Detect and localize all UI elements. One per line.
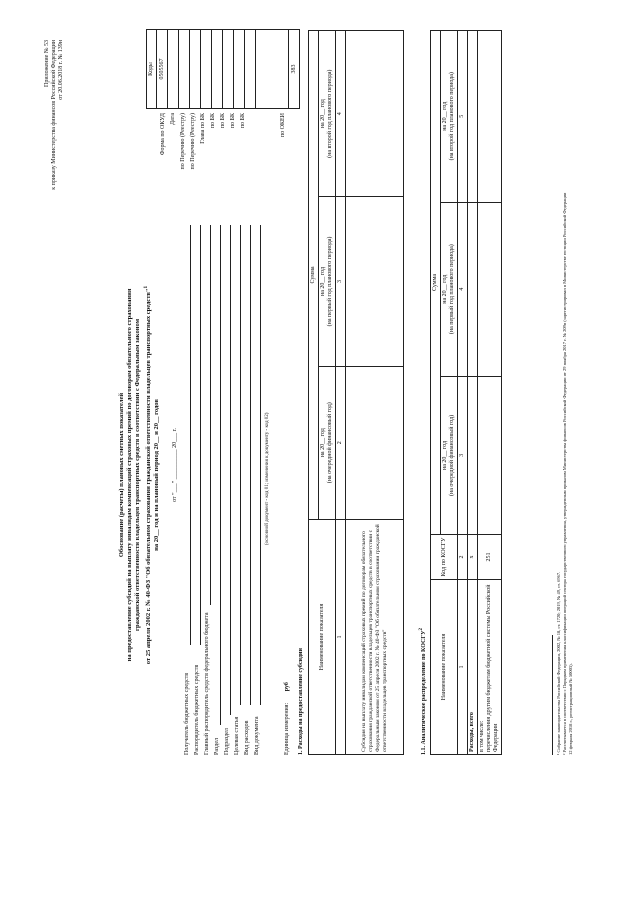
s1-num-1: 1 [336,520,346,755]
unit-label: Единица измерения: [284,702,290,755]
s11-row-transfer-code: 251 [478,535,502,580]
s1-num-2: 2 [336,366,346,519]
codes-header: Коды [147,30,157,109]
s11-num-5: 5 [458,31,468,203]
date-value[interactable] [168,30,179,109]
field-label-section: Раздел [214,738,220,755]
order-reference: к приказу Министерства финансов Российской Федерации [51,40,57,190]
s11-col-y1: на 20__ год (на очередной финансовый год) [441,376,458,534]
title-line-4: от 25 апреля 2002 г. № 40-ФЗ "Об обязательном страховании гражданской ответственности владельцев транспортных средств" [145,288,153,665]
s1-col-y1: на 20__ год (на очередной финансовый год) [319,366,336,519]
s1-num-4: 4 [336,31,346,197]
s11-row-total-code: x [468,535,478,580]
field-label-target-article: Целевая статья [234,716,240,755]
field-label-expense-type: Вид расходов [244,720,250,755]
footnote-2: ² Рассчитывается в соответствии с Порядком применения классификации операций сектора государственного управления, утвержденным приказом Министерства финансов Российской Федерации от 29 ноября 2017 г. № 209н (зарегистрирован в Министерстве юстиции Российской Федерации [562,192,567,755]
s11-row-transfer-y2[interactable] [478,202,502,376]
s1-row-y3[interactable] [346,31,404,197]
bk4-value[interactable] [245,30,256,109]
section1-title: 1. Расходы на предоставление субсидии [298,648,304,755]
okei-value: 383 [289,30,300,109]
document-title [118,195,161,755]
okud-value: 0505567 [157,30,168,109]
s11-row-total-y1[interactable] [468,376,478,534]
s11-row-transfer-y1[interactable] [478,376,502,534]
document-type-note: (основной документ - код 01; изменения к документу - код 02) [265,412,270,545]
title-line-2: на предоставление субсидий на выплату инвалидам компенсаций страховых премий по договорам обязательного страхования [126,288,133,662]
appendix-header [44,40,65,190]
s1-col-sum: Сумма [309,31,319,520]
s11-col-y3: на 20__ год (на второй год планового периода) [441,31,458,203]
section11-table [430,30,502,755]
field-line-6[interactable] [240,225,241,705]
reestr2-label: по Перечню (Реестру) [190,113,196,170]
footnotes [556,35,574,755]
bk3-value[interactable] [234,30,245,109]
bk2-value[interactable] [223,30,234,109]
okud-label: Форма по ОКУД [160,113,166,156]
s11-row-transfer-y3[interactable] [478,31,502,203]
section1-table [308,30,404,755]
reestr1-value[interactable] [179,30,190,109]
table-row [478,31,502,755]
s11-col-name: Наименование показателя [431,580,458,755]
footnote-divider [552,635,553,755]
bk4-label: по БК [240,113,246,129]
footnote-1: ¹ Собрание законодательства Российской Федерации, 2002, № 18, ст. 1720; 2019, № 49, ст. 6967. [556,571,561,755]
field-line-2[interactable] [200,225,201,645]
footnote-mark: 1 [143,285,149,289]
s11-num-2: 2 [458,535,468,580]
appendix-number: Приложение № 53 [44,40,50,87]
s11-row-total-y2[interactable] [468,202,478,376]
bk2-label: по БК [220,113,226,129]
field-line-3[interactable] [210,225,211,605]
bk3-label: по БК [230,113,236,129]
field-line-4[interactable] [220,225,221,725]
field-label-subsection: Подраздел [224,728,230,755]
title-line-1: Обоснование (расчеты) плановых сметных показателей [118,392,125,558]
s1-row-y1[interactable] [346,366,404,519]
bk1-value[interactable] [212,30,223,109]
field-label-recipient: Получатель бюджетных средств [184,672,190,755]
s11-row-total-name: Расходы, всего [468,580,478,755]
unit-value: руб [284,682,290,692]
okei-label: по ОКЕИ [280,113,286,138]
table-row [468,31,478,755]
s11-row-transfer-name: в том числе: перечисления другим бюджетам бюджетной системы Российской Федерации [478,580,502,755]
date-label: Дата [170,113,176,125]
field-label-manager: Распорядитель бюджетных средств [194,664,200,755]
field-line-1[interactable] [190,225,191,645]
s1-col-y2: на 20__ год (на первый год планового периода) [319,197,336,366]
field-line-8[interactable] [260,225,261,705]
field-label-document-type: Вид документа [254,716,260,755]
s11-col-code: Код по КОСГУ [431,535,458,580]
footnote-2-cont: 12 февраля 2018 г., регистрационный № 50003). [568,663,573,755]
title-line-5: на 20__ год и на плановый период 20__ и 20__ годов [153,399,161,551]
field-line-7[interactable] [250,225,251,705]
field-line-5[interactable] [230,225,231,715]
section11-title: 1.1. Аналитическое распределение по КОСГУ$^2$ [419,627,427,755]
s11-col-sum: Сумма [431,31,441,535]
s1-row-text: Субсидия на выплату инвалидам компенсаций страховых премий по договорам обязательного страхования гражданской ответственности владельцев транспортных средств в соответствии с Федеральным законом от 25 апреля 2002 г. № 40-ФЗ "Об обязательном страховании гражданской ответственности владельцев транспортных средств" [346,520,404,755]
s1-col-name: Наименование показателя [309,520,336,755]
unit-row [284,682,291,755]
s11-row-total-y3[interactable] [468,31,478,203]
s11-num-1: 1 [458,580,468,755]
codes-labels [158,113,288,209]
field-label-chief-manager: Главный распорядитель средств федерального бюджета [204,612,210,755]
codes-table [146,29,300,109]
s1-row-y2[interactable] [346,197,404,366]
reestr2-value[interactable] [190,30,201,109]
s11-num-4: 4 [458,202,468,376]
document-date: от "___" __________ 20___ г. [172,428,178,502]
reestr1-label: по Перечню (Реестру) [180,113,186,170]
s11-col-y2: на 20__ год (на первый год планового периода) [441,202,458,376]
s1-num-3: 3 [336,197,346,366]
glava-label: Глава по БК [200,113,206,144]
glava-value[interactable] [201,30,212,109]
doc-type-value[interactable] [256,30,289,109]
title-line-3: гражданской ответственности владельцев транспортных средств в соответствии с Федеральным законом [134,319,141,631]
s11-num-3: 3 [458,376,468,534]
bk1-label: по БК [210,113,216,129]
s1-col-y3: на 20__ год (на второй год планового периода) [319,31,336,197]
order-date: от 20.06.2018 г. № 139н [58,40,64,100]
